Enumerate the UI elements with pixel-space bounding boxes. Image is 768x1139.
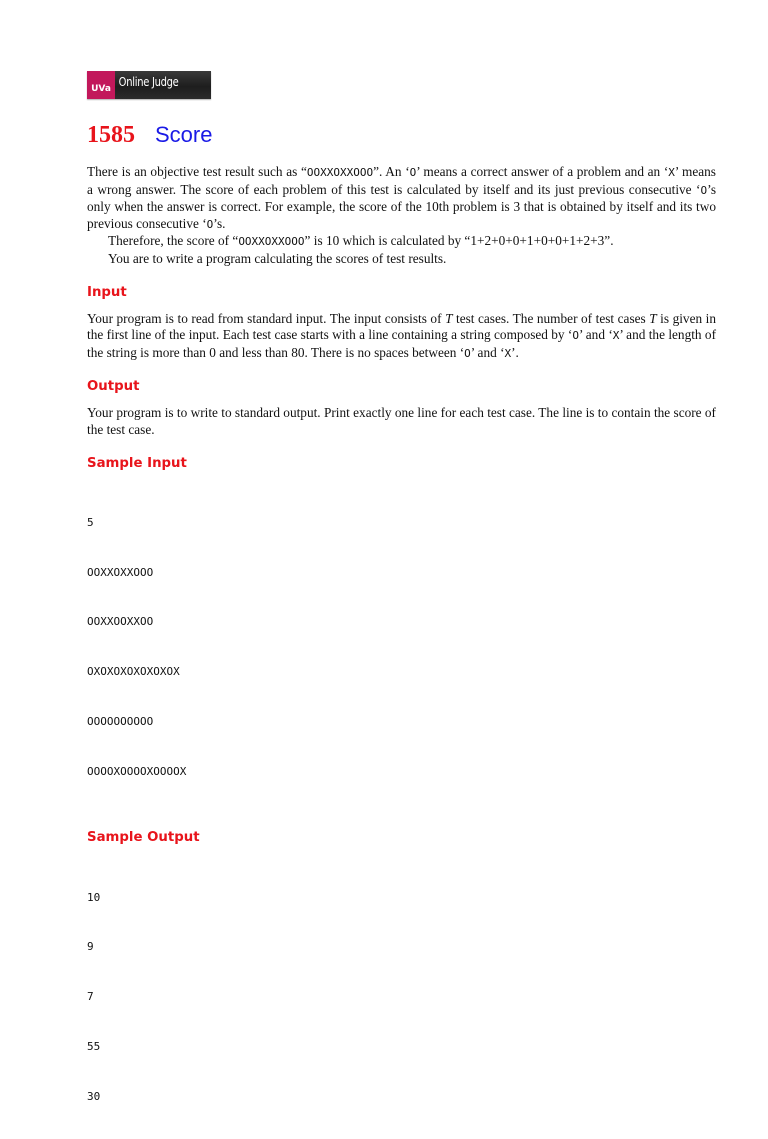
output-description: Your program is to write to standard output. Print exactly one line for each test case. The line is to contain the score of the test case. bbox=[87, 405, 716, 437]
uva-logo-mark: UVa bbox=[87, 71, 115, 99]
logo-text: Online Judge bbox=[118, 75, 179, 89]
problem-statement bbox=[87, 164, 716, 1139]
problem-title bbox=[87, 122, 212, 149]
sample-input-line: OOXXOOXXOO bbox=[87, 615, 154, 629]
task-paragraph: You are to write a program calculating the scores of test results. bbox=[108, 250, 447, 266]
score-example-paragraph: Therefore, the score of “OOXXOXXOOO” is 10 which is calculated by “1+2+0+0+1+0+0+1+2+3”. bbox=[108, 233, 614, 249]
sample-output-line: 9 bbox=[87, 940, 94, 954]
sample-output-line: 7 bbox=[87, 990, 94, 1004]
problem-name: Score bbox=[155, 122, 213, 147]
output-heading: Output bbox=[87, 379, 140, 395]
sample-input-block bbox=[87, 482, 716, 814]
problem-number: 1585 bbox=[87, 122, 135, 148]
intro-paragraph: There is an objective test result such as “OOXXOXXOOO”. An ‘O’ means a correct answer of a problem and an ‘X’ means a wrong answer. The score of each problem of this test is calculated by itself and its just previous consecutive ‘O’s only when the answer is correct. For example, the score of the 10th problem is 3 that is obtained by itself and its two previous consecutive ‘O’s. bbox=[87, 164, 716, 231]
uva-online-judge-logo[interactable] bbox=[87, 71, 211, 99]
sample-input-heading: Sample Input bbox=[87, 455, 187, 471]
sample-input-line: OOOOXOOOOXOOOOX bbox=[87, 764, 187, 778]
sample-output-line: 55 bbox=[87, 1039, 101, 1053]
sample-output-line: 30 bbox=[87, 1089, 101, 1103]
sample-input-line: OXOXOXOXOXOXOX bbox=[87, 665, 180, 679]
sample-input-line: OOXXOXXOOO bbox=[87, 565, 154, 579]
sample-output-heading: Sample Output bbox=[87, 830, 200, 846]
input-heading: Input bbox=[87, 284, 127, 300]
sample-output-line: 10 bbox=[87, 890, 101, 904]
input-description: Your program is to read from standard input. The input consists of T test cases. The number of test cases T is given in the first line of the input. Each test case starts with a line containing a string composed by ‘O’ and ‘X’ and the length of the string is more than 0 and less than 80. There is no spaces between ‘O’ and ‘X’. bbox=[87, 310, 716, 360]
sample-input-line: OOOOOOOOOO bbox=[87, 714, 154, 728]
sample-output-block bbox=[87, 856, 716, 1138]
sample-input-line: 5 bbox=[87, 515, 94, 529]
